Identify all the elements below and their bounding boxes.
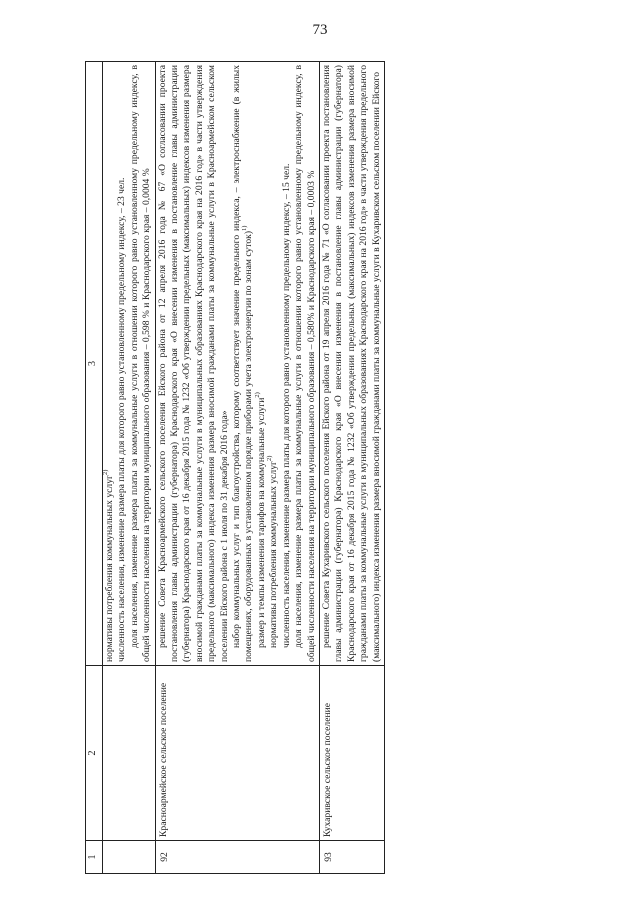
header-col-1: 1 <box>86 841 103 874</box>
footnote-ref: 2) <box>266 455 274 462</box>
municipality-name: Красноармейское сельское поселение <box>155 666 319 841</box>
footnote-ref: 2) <box>253 392 261 398</box>
table-row-93 <box>319 62 384 874</box>
share-text: доля населения, изменение размера платы за коммунальные услуги в отношении которого равно установленному предельному индексу, в общей численности населения на территории муниципального образования – 0,598 % и Краснодарского края – 0,0004 % <box>128 65 153 662</box>
table-header-row <box>86 62 103 874</box>
continuation-num-cell <box>103 841 156 874</box>
footnote-ref: 1) <box>241 225 249 231</box>
decision-text: решение Совета Кухаривского сельского поселения Ейского района от 19 апреля 2016 года № 71 «О согласовании проекта постановления главы администрации (губернатора) Краснодарского края «О внесении изменения в постановление главы администрации (губернатора) Краснодарского края от 16 декабря 2015 года № 1232 «Об утверждении предельных (максимальных) индексов изменения размера вносимой гражданами платы за коммунальные услуги в муниципальных образованиях Краснодарского края на 2016 год» в части утверждения предельного (максимального) индекса изменения размера вносимой гражданами платы за коммунальные услуги в Кухаривском сельском поселении Ейского <box>320 65 382 662</box>
rotated-table-area <box>85 62 603 874</box>
continuation-name-cell <box>103 666 156 841</box>
population-text: численность населения, изменение размера платы для которого равно установленному предельному индексу, – 15 чел. <box>280 163 292 648</box>
share-text: доля населения, изменение размера платы за коммунальные услуги в отношении которого равно установленному предельному индексу, в общей численности населения на территории муниципального образования – 0,580% и Краснодарского края – 0,0003 % <box>293 65 317 662</box>
tariffs-text: размер и темпы изменения тарифов на коммунальные услуги <box>255 397 267 648</box>
norms-text: нормативы потребления коммунальных услуг <box>104 475 115 662</box>
row-number: 93 <box>319 841 384 874</box>
header-col-2: 2 <box>86 666 103 841</box>
norms-text: нормативы потребления коммунальных услуг <box>268 461 280 648</box>
row-details <box>155 62 319 666</box>
continuation-text-cell <box>103 62 156 666</box>
table-row-92 <box>155 62 319 874</box>
page-number: 73 <box>312 22 328 38</box>
rotated-content <box>85 62 603 874</box>
row-number: 92 <box>155 841 319 874</box>
table-row-continuation <box>103 62 156 874</box>
population-text: численность населения, изменение размера платы для которого равно установленному предельному индексу, – 23 чел. <box>116 177 128 662</box>
data-table <box>85 61 385 874</box>
footnote-ref: 2) <box>102 469 109 476</box>
header-col-3: 3 <box>86 62 103 666</box>
services-text: набор коммунальных услуг и тип благоустройства, которому соответствует значение предельного индекса, – электроснабжение (в жилых помещениях, оборудованных в установленном порядке приборами учета электроэнергии по зонам суток) <box>231 65 255 662</box>
decision-text: решение Совета Красноармейского сельского поселения Ейского района от 12 апреля 2016 года № 67 «О согласовании проекта постановления главы администрации (губернатора) Краснодарского края «О внесении изменения в постановление главы администрации (губернатора) Краснодарского края от 16 декабря 2015 года № 1232 «Об утверждении предельных (максимальных) индексов изменения размера вносимой гражданами платы за коммунальные услуги в муниципальных образованиях Краснодарского края на 2016 год» в части утверждения предельного (максимального) индекса изменения размера вносимой гражданами платы за коммунальные услуги в Красноармейском сельском поселении Ейского района с 1 июля по 31 декабря 2016 года» <box>156 65 230 662</box>
row-details <box>319 62 384 666</box>
municipality-name: Кухаривское сельское поселение <box>319 666 384 841</box>
